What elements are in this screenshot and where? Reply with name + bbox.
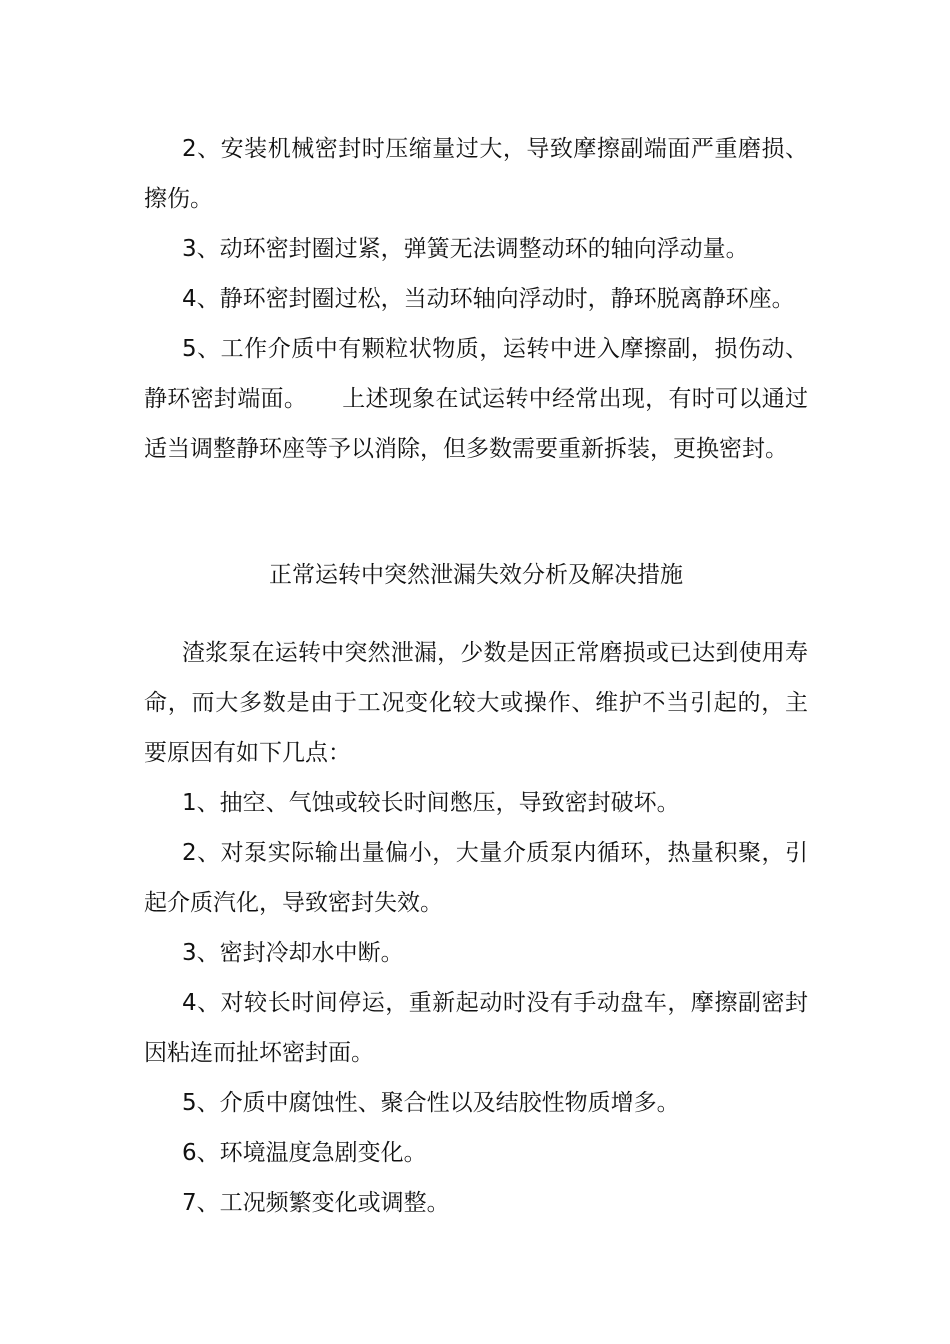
- paragraph-item-5: 5、工作介质中有颗粒状物质，运转中进入摩擦副，损伤动、静环密封端面。 上述现象在试运转中经常出现，有时可以通过适当调整静环座等予以消除，但多数需要重新拆装，更换密封。: [144, 336, 808, 462]
- cause-item-2: 2、对泵实际输出量偏小，大量介质泵内循环，热量积聚，引起介质汽化，导致密封失效。: [144, 840, 808, 916]
- cause-item-3: 3、密封冷却水中断。: [182, 940, 404, 966]
- document-page: [144, 124, 808, 1228]
- cause-item-5: 5、介质中腐蚀性、聚合性以及结胶性物质增多。: [182, 1090, 680, 1116]
- cause-item-1: 1、抽空、气蚀或较长时间憋压，导致密封破坏。: [182, 790, 680, 816]
- paragraph-item-3: 3、动环密封圈过紧，弹簧无法调整动环的轴向浮动量。: [182, 236, 749, 262]
- cause-item-6: 6、环境温度急剧变化。: [182, 1140, 427, 1166]
- cause-item-4: 4、对较长时间停运，重新起动时没有手动盘车，摩擦副密封因粘连而扯坏密封面。: [144, 990, 808, 1066]
- section-heading: 正常运转中突然泄漏失效分析及解决措施: [269, 562, 683, 588]
- paragraph-item-4: 4、静环密封圈过松，当动环轴向浮动时，静环脱离静环座。: [182, 286, 795, 312]
- cause-item-7: 7、工况频繁变化或调整。: [182, 1190, 450, 1216]
- section-intro: 渣浆泵在运转中突然泄漏，少数是因正常磨损或已达到使用寿命，而大多数是由于工况变化较大或操作、维护不当引起的，主要原因有如下几点：: [144, 640, 808, 766]
- paragraph-item-2: 2、安装机械密封时压缩量过大，导致摩擦副端面严重磨损、擦伤。: [144, 136, 808, 212]
